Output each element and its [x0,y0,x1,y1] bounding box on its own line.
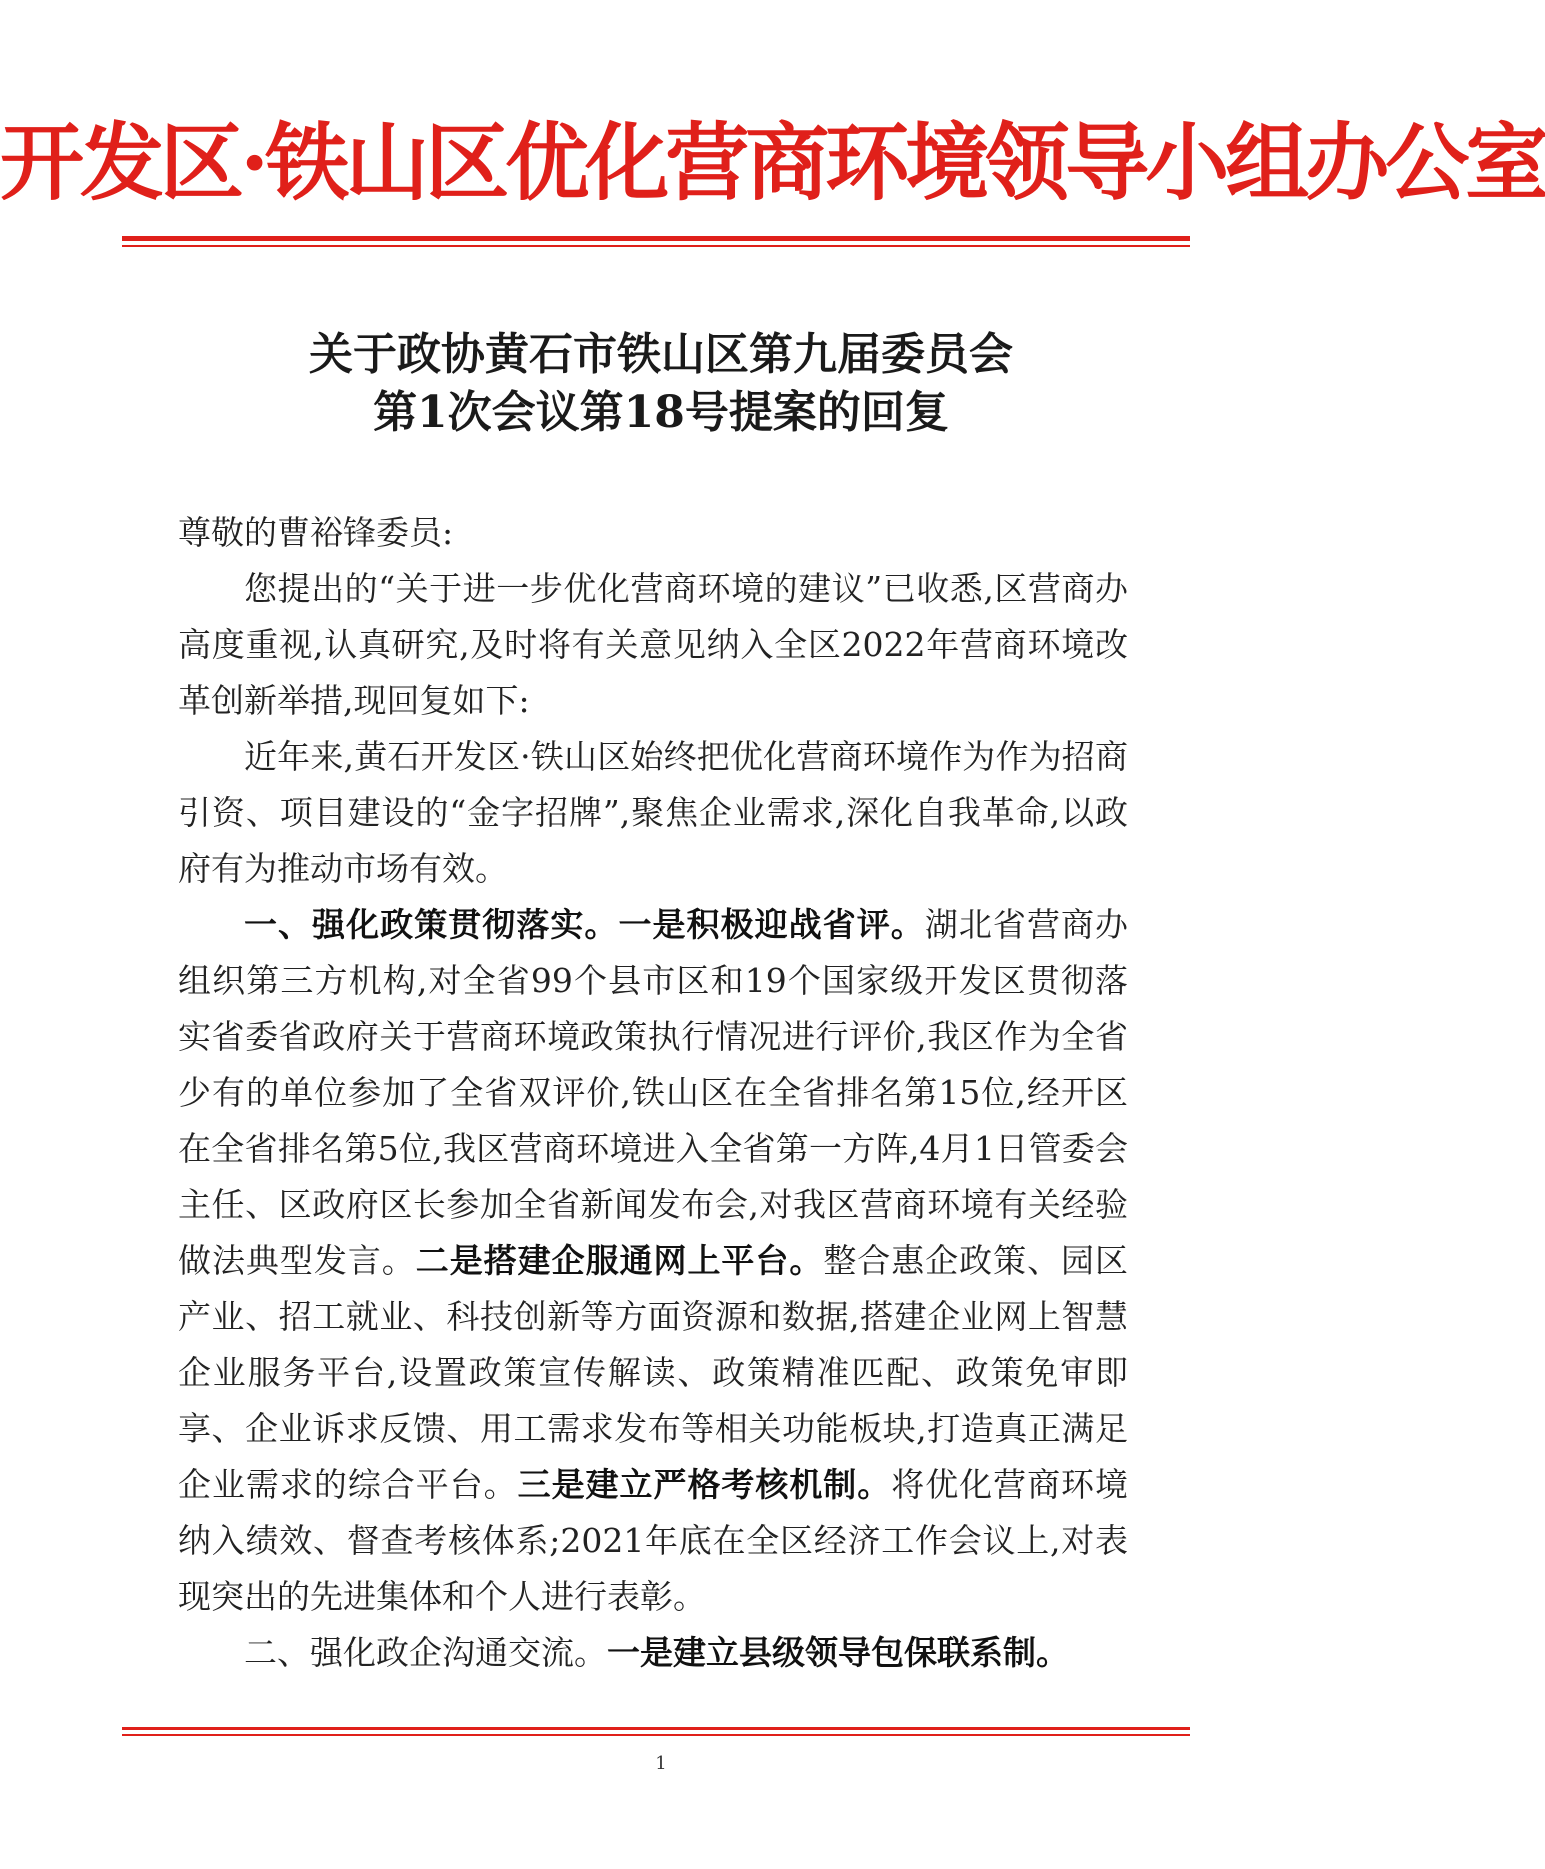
letterhead-rule-thin [122,245,1190,247]
section-2-item-1-title: 一是建立县级领导包保联系制。 [607,1633,1069,1672]
paragraph-intro: 您提出的“关于进一步优化营商环境的建议”已收悉,区营商办高度重视,认真研究,及时将有关意见纳入全区2022年营商环境改革创新举措,现回复如下: [178,569,1128,720]
section-1-item-2-title: 二是搭建企服通网上平台。 [415,1241,824,1280]
section-1-item-1-text: 湖北省营商办组织第三方机构,对全省99个县市区和19个国家级开发区贯彻落实省委省政府关于营商环境政策执行情况进行评价,我区作为全省少有的单位参加了全省双评价,铁山区在全省排名第15位,经开区在全省排名第5位,我区营商环境进入全省第一方阵,4月1日管委会主任、区政府区长参加全省新闻发布会,对我区营商环境有关经验做法典型发言。 [178,905,1129,1280]
footer-rule-thin [122,1734,1190,1736]
paragraph-background: 近年来,黄石开发区·铁山区始终把优化营商环境作为作为招商引资、项目建设的“金字招牌”,聚焦企业需求,深化自我革命,以政府有为推动市场有效。 [178,737,1128,888]
section-1-item-1-title: 一是积极迎战省评。 [618,905,925,944]
salutation: 尊敬的曹裕锋委员: [178,513,454,552]
paragraph-section-1 [178,897,1128,1625]
section-1-item-3-text: 将优化营商环境纳入绩效、督查考核体系;2021年底在全区经济工作会议上,对表现突出的先进集体和个人进行表彰。 [178,1465,1129,1616]
section-2-heading: 二、强化政企沟通交流。 [244,1633,607,1672]
section-1-heading: 一、强化政策贯彻落实。 [244,905,619,944]
section-1-item-2-text: 整合惠企政策、园区产业、招工就业、科技创新等方面资源和数据,搭建企业网上智慧企业服务平台,设置政策宣传解读、政策精准匹配、政策免审即享、企业诉求反馈、用工需求发布等相关功能板块,打造真正满足企业需求的综合平台。 [178,1241,1129,1504]
footer-rule-thick [122,1727,1190,1730]
page-number: 1 [655,1753,667,1774]
document-title-line-2: 第1次会议第18号提案的回复 [373,387,949,438]
section-1-item-3-title: 三是建立严格考核机制。 [517,1465,892,1504]
paragraph-section-2 [178,1625,1128,1681]
letterhead-title: 开发区·铁山区优化营商环境领导小组办公室 [0,113,1545,212]
document-body [178,505,1128,1681]
letterhead-rule-thick [122,236,1190,241]
document-title-line-1: 关于政协黄石市铁山区第九届委员会 [309,329,1013,380]
